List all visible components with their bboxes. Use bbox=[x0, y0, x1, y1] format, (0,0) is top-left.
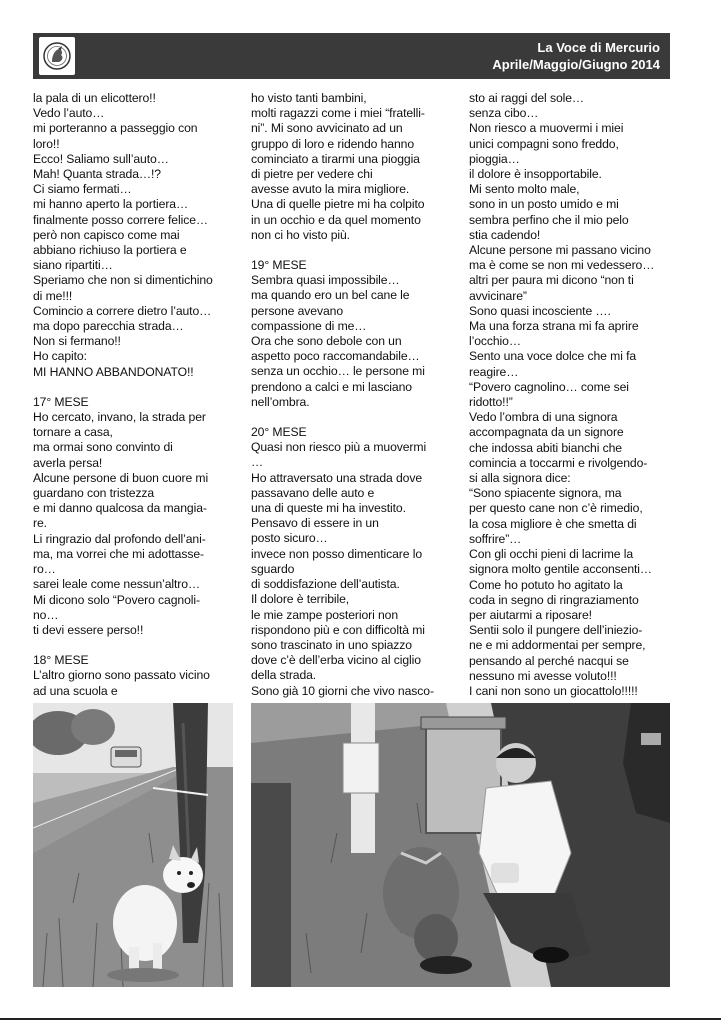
text-line: della strada. bbox=[251, 668, 317, 683]
text-line: senza un occhio… le persone mi bbox=[251, 364, 425, 379]
text-line: ho visto tanti bambini, bbox=[251, 91, 367, 105]
text-line: gruppo di loro e ridendo hanno bbox=[251, 136, 415, 151]
bottom-rule bbox=[0, 1018, 721, 1020]
text-line: sembra perfino che il mio pelo bbox=[469, 212, 629, 227]
text-line: stia cadendo! bbox=[469, 227, 541, 242]
text-line: e mi danno qualcosa da mangia- bbox=[33, 501, 207, 516]
text-line: nell’ombra. bbox=[251, 394, 310, 409]
text-column-2 bbox=[251, 91, 456, 699]
text-line: ma ormai sono convinto di bbox=[33, 440, 173, 455]
text-line: Vedo l’auto… bbox=[33, 106, 105, 121]
text-line: Li ringrazio dal profondo dell’ani- bbox=[33, 531, 206, 546]
text-line: ne e mi addormentai per sempre, bbox=[469, 638, 646, 653]
section-heading: 19° MESE bbox=[251, 258, 307, 273]
text-line: sono trascinato in uno spiazzo bbox=[251, 637, 412, 652]
text-line: L’altro giorno sono passato vicino bbox=[33, 668, 210, 683]
text-line: persone avevano bbox=[251, 303, 344, 318]
text-line: cominciato a tirarmi una pioggia bbox=[251, 151, 420, 166]
text-line: Speriamo che non si dimentichino bbox=[33, 273, 213, 288]
publication-title: La Voce di Mercurio bbox=[537, 40, 660, 55]
text-line: Ora che sono debole con un bbox=[251, 334, 402, 349]
text-line: Vedo l’ombra di una signora bbox=[469, 410, 618, 425]
text-column-3 bbox=[469, 91, 674, 699]
text-line: Non riesco a muovermi i miei bbox=[469, 121, 624, 136]
text-line: in un occhio e da quel momento bbox=[251, 212, 421, 227]
text-line: prendono a calci e mi lasciano bbox=[251, 379, 412, 394]
text-line: avesse avuto la mira migliore. bbox=[251, 182, 410, 197]
text-line: sto ai raggi del sole… bbox=[469, 91, 584, 105]
text-line: Il dolore è terribile, bbox=[251, 592, 350, 607]
text-line: ma quando ero un bel cane le bbox=[251, 288, 410, 303]
text-line: ro… bbox=[33, 562, 56, 577]
text-line: tornare a casa, bbox=[33, 425, 113, 440]
text-line: … bbox=[251, 455, 264, 470]
paragraph-gap bbox=[33, 380, 238, 395]
text-line: altri per paura mi dicono “non ti bbox=[469, 273, 634, 288]
text-line: mi porteranno a passeggio con bbox=[33, 121, 198, 136]
text-line: Sono già 10 giorni che vivo nasco- bbox=[251, 683, 434, 698]
text-line: di pietre per vedere chi bbox=[251, 167, 373, 182]
text-line: pensando al perché nacqui se bbox=[469, 653, 629, 668]
text-line: l’occhio… bbox=[469, 334, 521, 349]
text-line: ma è come se non mi vedessero… bbox=[469, 258, 655, 273]
text-line: Come ho potuto ho agitato la bbox=[469, 577, 623, 592]
text-line: dove c’è dell’erba vicino al ciglio bbox=[251, 653, 421, 668]
text-line: Sentii solo il pungere dell’iniezio- bbox=[469, 623, 643, 638]
text-line: signora molto gentile acconsenti… bbox=[469, 562, 653, 577]
page-header bbox=[33, 33, 670, 79]
text-line: una di queste mi ha investito. bbox=[251, 501, 406, 516]
text-line: aspetto poco raccomandabile… bbox=[251, 349, 420, 364]
text-line: guardano con tristezza bbox=[33, 486, 155, 501]
text-line: re. bbox=[33, 516, 47, 531]
text-line: Mi sento molto male, bbox=[469, 182, 580, 197]
text-line: le mie zampe posteriori non bbox=[251, 607, 399, 622]
text-line: no… bbox=[33, 607, 59, 622]
text-line: la pala di un elicottero!! bbox=[33, 91, 156, 105]
text-line: MI HANNO ABBANDONATO!! bbox=[33, 364, 194, 379]
text-line: compassione di me… bbox=[251, 318, 367, 333]
text-line: si alla signora dice: bbox=[469, 471, 571, 486]
text-line: ni”. Mi sono avvicinato ad un bbox=[251, 121, 403, 136]
text-line: sarei leale come nessun’altro… bbox=[33, 577, 201, 592]
text-line: per aiutarmi a riposare! bbox=[469, 607, 592, 622]
text-line: “Sono spiacente signora, ma bbox=[469, 486, 622, 501]
text-line: di me!!! bbox=[33, 288, 73, 303]
text-line: per questo cane non c’è rimedio, bbox=[469, 501, 643, 516]
issue-date: Aprile/Maggio/Giugno 2014 bbox=[492, 57, 660, 72]
text-line: Alcune persone di buon cuore mi bbox=[33, 470, 209, 485]
text-line: Sento una voce dolce che mi fa bbox=[469, 349, 637, 364]
text-line: Ci siamo fermati… bbox=[33, 182, 132, 197]
text-line: Mi dicono solo “Povero cagnoli- bbox=[33, 592, 200, 607]
text-line: loro!! bbox=[33, 136, 60, 151]
section-heading: 20° MESE bbox=[251, 425, 307, 440]
text-line: invece non posso dimenticare lo bbox=[251, 546, 423, 561]
text-line: comincia a toccarmi e rivolgendo- bbox=[469, 455, 648, 470]
text-line: ma dopo parecchia strada… bbox=[33, 319, 184, 334]
text-line: Pensavo di essere in un bbox=[251, 516, 379, 531]
text-line: coda in segno di ringraziamento bbox=[469, 592, 639, 607]
text-line: accompagnata da un signore bbox=[469, 425, 624, 440]
section-heading: 18° MESE bbox=[33, 653, 89, 668]
text-line: posto sicuro… bbox=[251, 531, 328, 546]
text-line: però non capisco come mai bbox=[33, 227, 180, 242]
text-line: reagire… bbox=[469, 364, 519, 379]
text-line: Ho attraversato una strada dove bbox=[251, 470, 423, 485]
text-line: Comincio a correre dietro l’auto… bbox=[33, 303, 212, 318]
text-line: Non si fermano!! bbox=[33, 334, 121, 349]
text-line: ma, ma vorrei che mi adottasse- bbox=[33, 546, 204, 561]
text-line: che indossa abiti bianchi che bbox=[469, 440, 622, 455]
text-line: Ecco! Saliamo sull’auto… bbox=[33, 151, 169, 166]
paragraph-gap bbox=[251, 410, 456, 425]
text-line: “Povero cagnolino… come sei bbox=[469, 379, 629, 394]
text-line: senza cibo… bbox=[469, 106, 539, 121]
text-line: I cani non sono un giocattolo!!!!! bbox=[469, 683, 638, 698]
text-line: Quasi non riesco più a muovermi bbox=[251, 440, 427, 455]
text-line: rispondono più e con difficoltà mi bbox=[251, 622, 425, 637]
paragraph-gap bbox=[33, 638, 238, 653]
man-feeding-dog-photo bbox=[251, 703, 670, 987]
text-line: Ma una forza strana mi fa aprire bbox=[469, 319, 639, 334]
mercury-logo-icon bbox=[39, 37, 75, 75]
text-line: pioggia… bbox=[469, 151, 520, 166]
text-line: Alcune persone mi passano vicino bbox=[469, 243, 651, 258]
section-heading: 17° MESE bbox=[33, 394, 89, 409]
text-line: non ci ho visto più. bbox=[251, 227, 350, 242]
text-line: ridotto!!” bbox=[469, 395, 513, 410]
text-line: nessuno mi avesse voluto!!! bbox=[469, 668, 617, 683]
text-line: mi hanno aperto la portiera… bbox=[33, 197, 189, 212]
text-line: Una di quelle pietre mi ha colpito bbox=[251, 197, 425, 212]
text-line: Con gli occhi pieni di lacrime la bbox=[469, 547, 634, 562]
text-line: siano ripartiti… bbox=[33, 258, 113, 273]
text-line: finalmente posso correre felice… bbox=[33, 212, 208, 227]
text-line: ad una scuola e bbox=[33, 683, 118, 698]
text-column-1 bbox=[33, 91, 238, 699]
text-line: Sembra quasi impossibile… bbox=[251, 273, 400, 288]
text-line: ti devi essere perso!! bbox=[33, 622, 144, 637]
text-line: unici compagni sono freddo, bbox=[469, 136, 619, 151]
text-line: molti ragazzi come i miei “fratelli- bbox=[251, 106, 425, 121]
text-line: Ho cercato, invano, la strada per bbox=[33, 410, 206, 425]
text-line: abbiano richiuso la portiera e bbox=[33, 243, 187, 258]
text-line: sguardo bbox=[251, 561, 295, 576]
text-line: avvicinare” bbox=[469, 288, 527, 303]
text-line: la cosa migliore è che smetta di bbox=[469, 516, 637, 531]
text-line: il dolore è insopportabile. bbox=[469, 167, 602, 182]
text-line: Sono quasi incosciente …. bbox=[469, 303, 611, 318]
text-line: averla persa! bbox=[33, 455, 103, 470]
text-line: passavano delle auto e bbox=[251, 485, 375, 500]
text-line: Mah! Quanta strada…!? bbox=[33, 167, 161, 182]
dog-by-tree-photo bbox=[33, 703, 233, 987]
text-line: di soddisfazione dell’autista. bbox=[251, 577, 400, 592]
text-line: sono in un posto umido e mi bbox=[469, 197, 619, 212]
text-line: Ho capito: bbox=[33, 349, 87, 364]
paragraph-gap bbox=[251, 243, 456, 258]
text-line: soffrire”… bbox=[469, 531, 522, 546]
